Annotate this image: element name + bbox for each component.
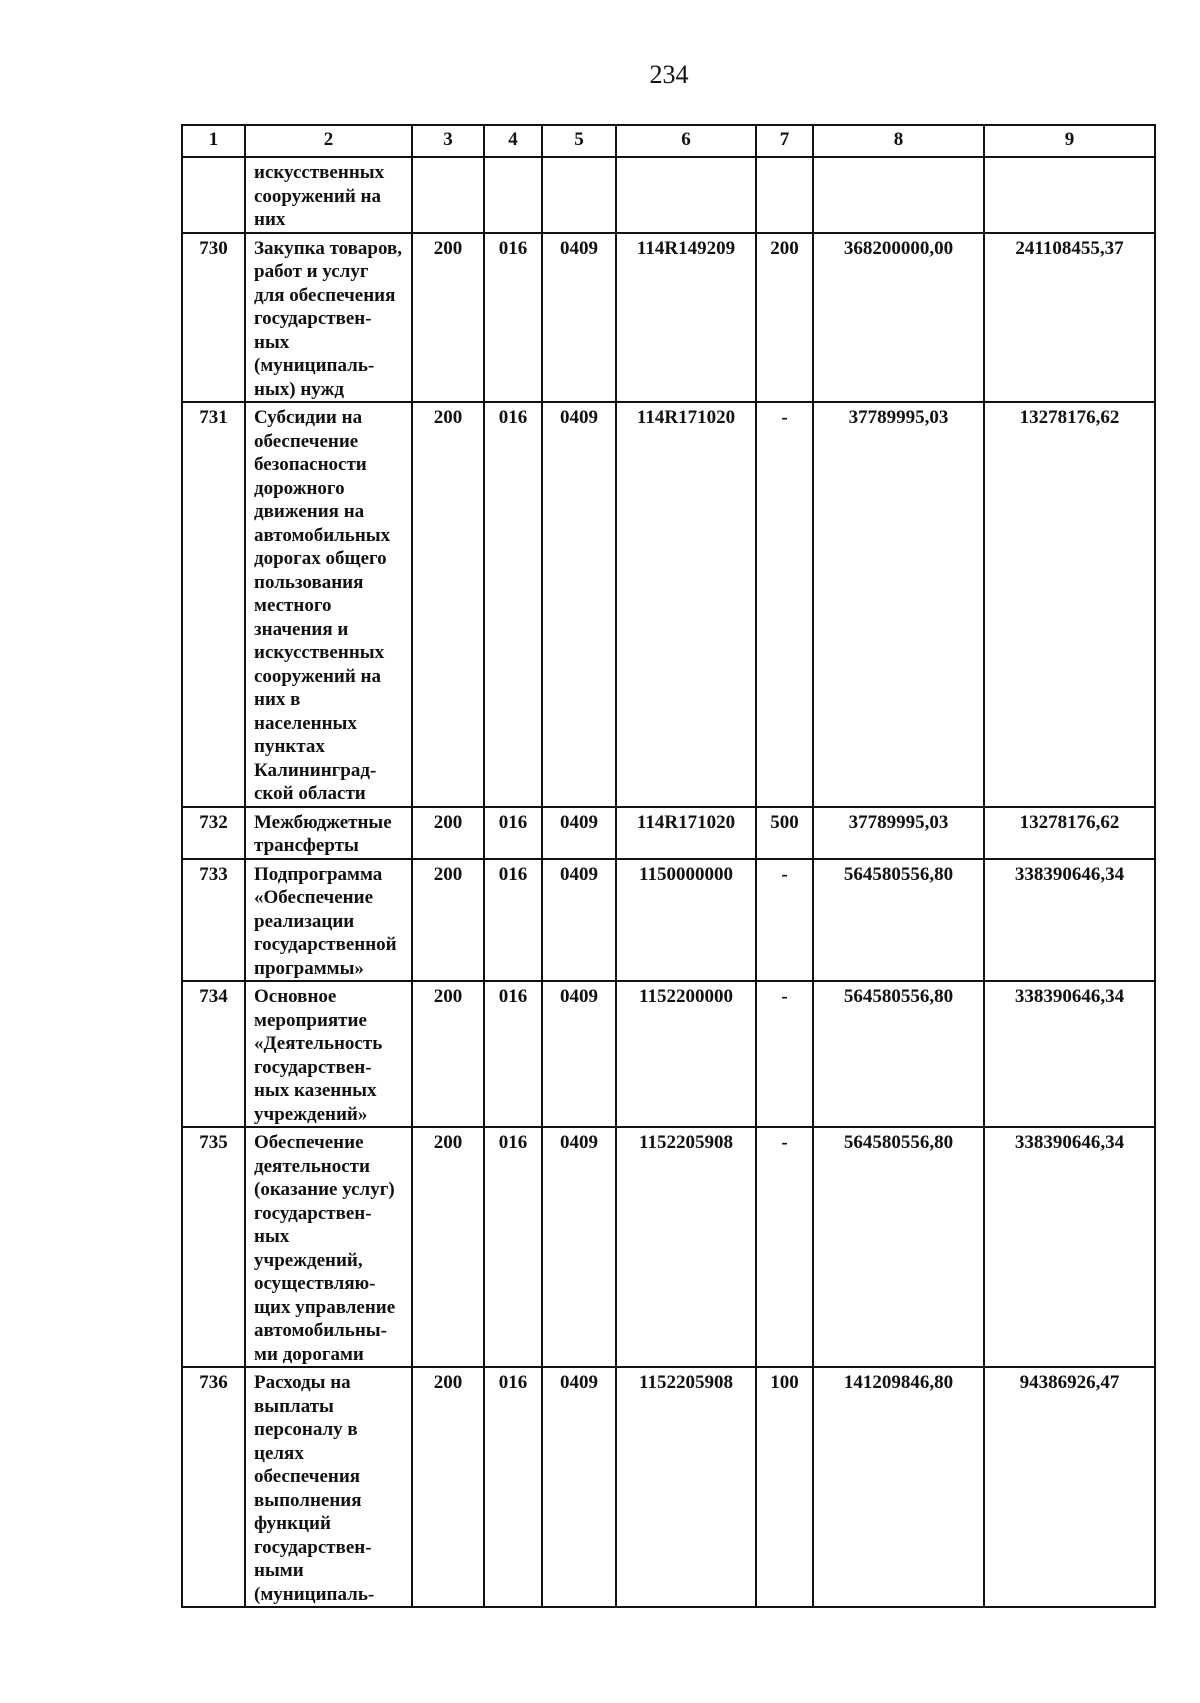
cell-col-3: 200 bbox=[412, 981, 484, 1127]
name-line: государствен- bbox=[254, 1536, 372, 1558]
cell-col-3: 200 bbox=[412, 859, 484, 982]
name-line: местного bbox=[254, 595, 332, 616]
name-line: «Обеспечение bbox=[254, 887, 374, 908]
name-line: Подпрограмма bbox=[254, 863, 383, 885]
table-row bbox=[182, 1127, 1155, 1367]
row-name-cell bbox=[245, 157, 412, 233]
row-number-cell: 730 bbox=[182, 233, 245, 403]
column-header: 4 bbox=[484, 125, 542, 157]
cell-col-8: 564580556,80 bbox=[813, 859, 984, 982]
name-line: выплаты bbox=[254, 1395, 334, 1417]
cell-col-5 bbox=[542, 157, 616, 233]
name-line: искусственных bbox=[254, 162, 385, 183]
row-name-cell bbox=[245, 233, 412, 403]
cell-col-6: 1152205908 bbox=[616, 1367, 756, 1607]
cell-col-9: 338390646,34 bbox=[984, 859, 1155, 982]
cell-col-4: 016 bbox=[484, 1367, 542, 1607]
name-line: «Деятельность bbox=[254, 1033, 383, 1054]
name-line: значения и bbox=[254, 618, 349, 640]
name-line: населенных bbox=[254, 712, 357, 734]
row-name-cell bbox=[245, 807, 412, 859]
column-header: 2 bbox=[245, 125, 412, 157]
column-header: 9 bbox=[984, 125, 1155, 157]
name-line: автомобильны- bbox=[254, 1320, 387, 1341]
name-line: ской области bbox=[254, 783, 366, 804]
cell-col-4: 016 bbox=[484, 233, 542, 403]
cell-col-6: 114R171020 bbox=[616, 807, 756, 859]
cell-col-6: 1150000000 bbox=[616, 859, 756, 982]
cell-col-7: 100 bbox=[756, 1367, 813, 1607]
column-header: 6 bbox=[616, 125, 756, 157]
cell-col-6: 114R171020 bbox=[616, 402, 756, 807]
cell-col-5: 0409 bbox=[542, 807, 616, 859]
name-line: ми дорогами bbox=[254, 1343, 364, 1365]
row-name-cell bbox=[245, 981, 412, 1127]
name-line: движения на bbox=[254, 501, 365, 522]
name-line: программы» bbox=[254, 957, 364, 979]
name-line: государствен- bbox=[254, 308, 372, 329]
cell-col-8: 37789995,03 bbox=[813, 402, 984, 807]
column-header: 1 bbox=[182, 125, 245, 157]
name-line: мероприятие bbox=[254, 1009, 367, 1031]
table-row bbox=[182, 807, 1155, 859]
page-number: 234 bbox=[649, 60, 689, 89]
table-row bbox=[182, 402, 1155, 807]
name-line: Закупка товаров, bbox=[254, 237, 403, 259]
table-row bbox=[182, 1367, 1155, 1607]
header-row bbox=[182, 125, 1155, 157]
name-line: деятельности bbox=[254, 1155, 370, 1177]
row-name-cell bbox=[245, 402, 412, 807]
name-line: (оказание услуг) bbox=[254, 1179, 395, 1200]
cell-col-5: 0409 bbox=[542, 859, 616, 982]
name-line: учреждений, bbox=[254, 1249, 363, 1271]
cell-col-4 bbox=[484, 157, 542, 233]
cell-col-7 bbox=[756, 157, 813, 233]
name-line: выполнения bbox=[254, 1489, 362, 1511]
name-line: работ и услуг bbox=[254, 261, 369, 282]
cell-col-6 bbox=[616, 157, 756, 233]
name-line: для обеспечения bbox=[254, 284, 396, 306]
cell-col-7: 200 bbox=[756, 233, 813, 403]
cell-col-4: 016 bbox=[484, 1127, 542, 1367]
name-line: искусственных bbox=[254, 642, 385, 663]
cell-col-3: 200 bbox=[412, 1127, 484, 1367]
cell-col-8: 368200000,00 bbox=[813, 233, 984, 403]
cell-col-8: 564580556,80 bbox=[813, 981, 984, 1127]
table-row bbox=[182, 157, 1155, 233]
name-line: функций bbox=[254, 1513, 331, 1534]
name-line: ных bbox=[254, 331, 290, 353]
column-header: 7 bbox=[756, 125, 813, 157]
cell-col-6: 1152200000 bbox=[616, 981, 756, 1127]
row-name-cell bbox=[245, 1127, 412, 1367]
cell-col-8 bbox=[813, 157, 984, 233]
name-line: государственной bbox=[254, 934, 397, 955]
cell-col-7: - bbox=[756, 859, 813, 982]
name-line: пользования bbox=[254, 571, 364, 593]
row-number-cell: 731 bbox=[182, 402, 245, 807]
name-line: ных bbox=[254, 1226, 290, 1247]
name-line: персоналу в bbox=[254, 1419, 358, 1440]
name-line: ными bbox=[254, 1560, 304, 1581]
name-line: Основное bbox=[254, 986, 337, 1007]
name-line: безопасности bbox=[254, 454, 367, 475]
row-number-cell: 736 bbox=[182, 1367, 245, 1607]
table-row bbox=[182, 981, 1155, 1127]
name-line: Калининград- bbox=[254, 759, 377, 781]
table-body bbox=[182, 157, 1155, 1607]
name-line: щих управление bbox=[254, 1296, 396, 1318]
name-line: дорогах общего bbox=[254, 548, 387, 569]
cell-col-7: - bbox=[756, 402, 813, 807]
cell-col-5: 0409 bbox=[542, 402, 616, 807]
name-line: автомобильных bbox=[254, 524, 391, 546]
cell-col-9: 338390646,34 bbox=[984, 981, 1155, 1127]
name-line: обеспечение bbox=[254, 430, 359, 452]
name-line: них в bbox=[254, 689, 301, 710]
row-number-cell bbox=[182, 157, 245, 233]
name-line: них bbox=[254, 209, 286, 230]
cell-col-4: 016 bbox=[484, 981, 542, 1127]
cell-col-3: 200 bbox=[412, 807, 484, 859]
row-name-cell bbox=[245, 1367, 412, 1607]
name-line: сооружений на bbox=[254, 665, 381, 687]
cell-col-4: 016 bbox=[484, 807, 542, 859]
column-header: 8 bbox=[813, 125, 984, 157]
column-header: 3 bbox=[412, 125, 484, 157]
cell-col-7: 500 bbox=[756, 807, 813, 859]
name-line: (муниципаль- bbox=[254, 355, 375, 376]
column-header: 5 bbox=[542, 125, 616, 157]
cell-col-9: 13278176,62 bbox=[984, 807, 1155, 859]
cell-col-9: 94386926,47 bbox=[984, 1367, 1155, 1607]
name-line: учреждений» bbox=[254, 1103, 368, 1125]
cell-col-5: 0409 bbox=[542, 233, 616, 403]
cell-col-8: 141209846,80 bbox=[813, 1367, 984, 1607]
name-line: обеспечения bbox=[254, 1466, 361, 1487]
cell-col-6: 1152205908 bbox=[616, 1127, 756, 1367]
name-line: сооружений на bbox=[254, 185, 381, 207]
cell-col-3: 200 bbox=[412, 1367, 484, 1607]
name-line: государствен- bbox=[254, 1202, 372, 1224]
name-line: осуществляю- bbox=[254, 1273, 376, 1294]
name-line: Межбюджетные bbox=[254, 811, 392, 833]
name-line: (муниципаль- bbox=[254, 1583, 375, 1605]
cell-col-8: 37789995,03 bbox=[813, 807, 984, 859]
row-number-cell: 732 bbox=[182, 807, 245, 859]
cell-col-7: - bbox=[756, 981, 813, 1127]
cell-col-9: 338390646,34 bbox=[984, 1127, 1155, 1367]
row-number-cell: 733 bbox=[182, 859, 245, 982]
name-line: Расходы на bbox=[254, 1372, 351, 1393]
row-name-cell bbox=[245, 859, 412, 982]
name-line: ных) нужд bbox=[254, 378, 344, 400]
name-line: Субсидии на bbox=[254, 407, 363, 428]
name-line: целях bbox=[254, 1442, 304, 1464]
cell-col-4: 016 bbox=[484, 402, 542, 807]
name-line: трансферты bbox=[254, 835, 359, 856]
table-row bbox=[182, 233, 1155, 403]
row-number-cell: 735 bbox=[182, 1127, 245, 1367]
budget-table bbox=[181, 124, 1156, 1608]
cell-col-5: 0409 bbox=[542, 981, 616, 1127]
cell-col-7: - bbox=[756, 1127, 813, 1367]
cell-col-9 bbox=[984, 157, 1155, 233]
row-number-cell: 734 bbox=[182, 981, 245, 1127]
cell-col-8: 564580556,80 bbox=[813, 1127, 984, 1367]
cell-col-5: 0409 bbox=[542, 1367, 616, 1607]
table-row bbox=[182, 859, 1155, 982]
name-line: дорожного bbox=[254, 477, 345, 499]
name-line: ных казенных bbox=[254, 1080, 377, 1101]
cell-col-3: 200 bbox=[412, 402, 484, 807]
name-line: государствен- bbox=[254, 1056, 372, 1078]
cell-col-3: 200 bbox=[412, 233, 484, 403]
cell-col-9: 241108455,37 bbox=[984, 233, 1155, 403]
cell-col-6: 114R149209 bbox=[616, 233, 756, 403]
name-line: Обеспечение bbox=[254, 1132, 364, 1153]
cell-col-5: 0409 bbox=[542, 1127, 616, 1367]
name-line: реализации bbox=[254, 910, 355, 932]
cell-col-4: 016 bbox=[484, 859, 542, 982]
name-line: пунктах bbox=[254, 736, 325, 757]
cell-col-9: 13278176,62 bbox=[984, 402, 1155, 807]
cell-col-3 bbox=[412, 157, 484, 233]
